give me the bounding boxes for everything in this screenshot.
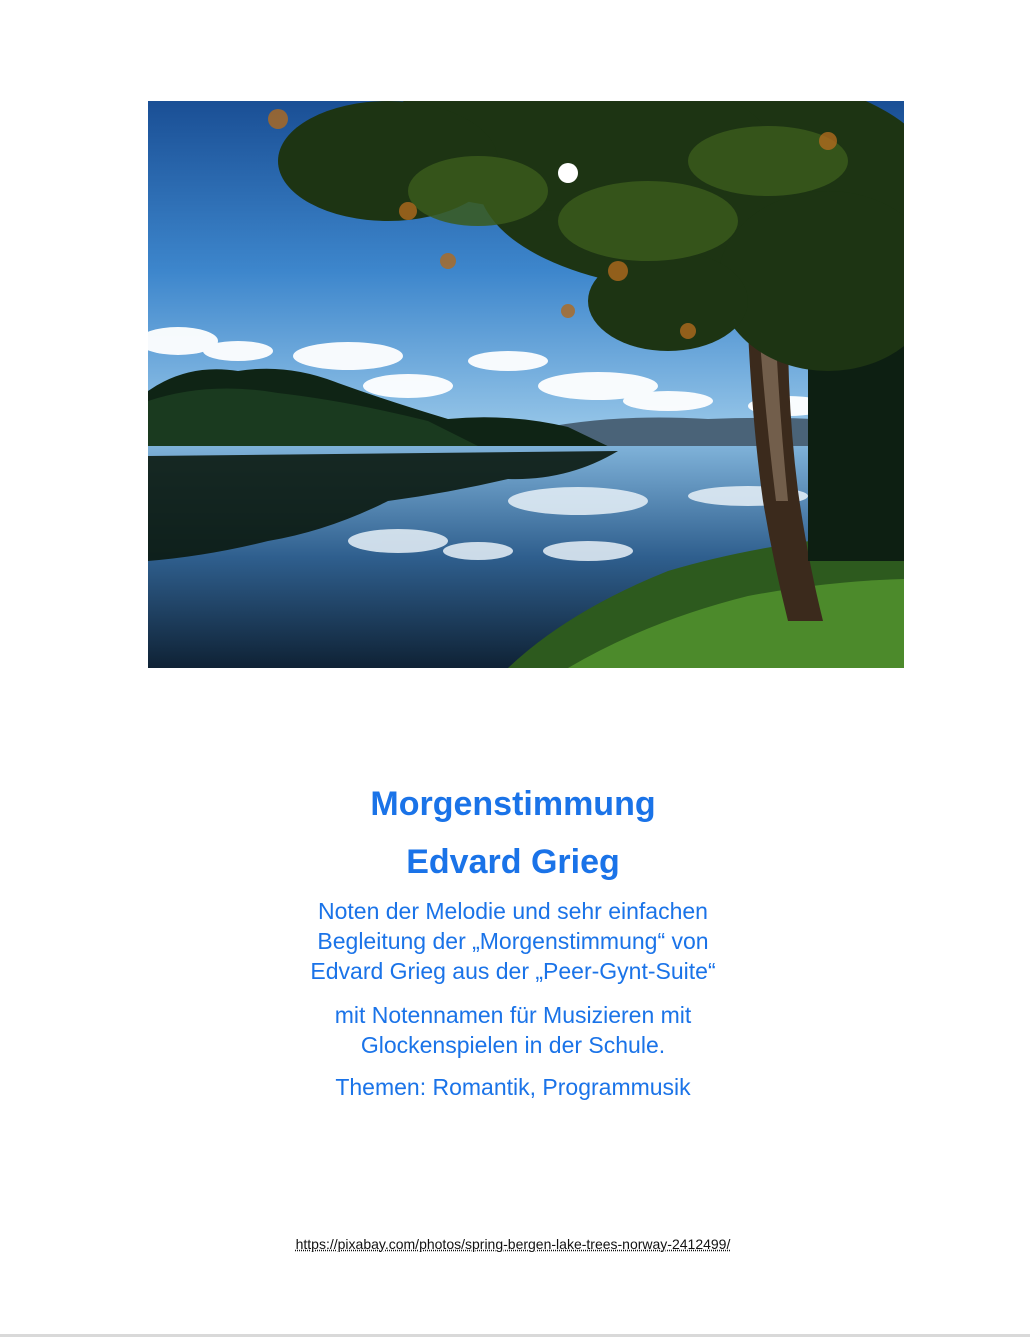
description-line: Glockenspielen in der Schule. [360,1032,666,1058]
description-line: Edvard Grieg aus der „Peer-Gynt-Suite“ [310,958,716,984]
composer-name: Edvard Grieg [406,843,620,881]
page-title: Morgenstimmung [370,785,656,823]
title-block [148,780,878,1102]
description-line: mit Notennamen für Musizieren mit [334,1002,692,1028]
description [148,896,878,1102]
description-line: Noten der Melodie und sehr einfachen [318,898,708,924]
image-source-link[interactable]: https://pixabay.com/photos/spring-bergen-lake-trees-norway-2412499/ [295,1236,731,1252]
description-line: Begleitung der „Morgenstimmung“ von [317,928,709,954]
topics-line: Themen: Romantik, Programmusik [335,1074,691,1100]
lake-photo-illustration [148,101,904,668]
lake-photo [148,101,904,668]
